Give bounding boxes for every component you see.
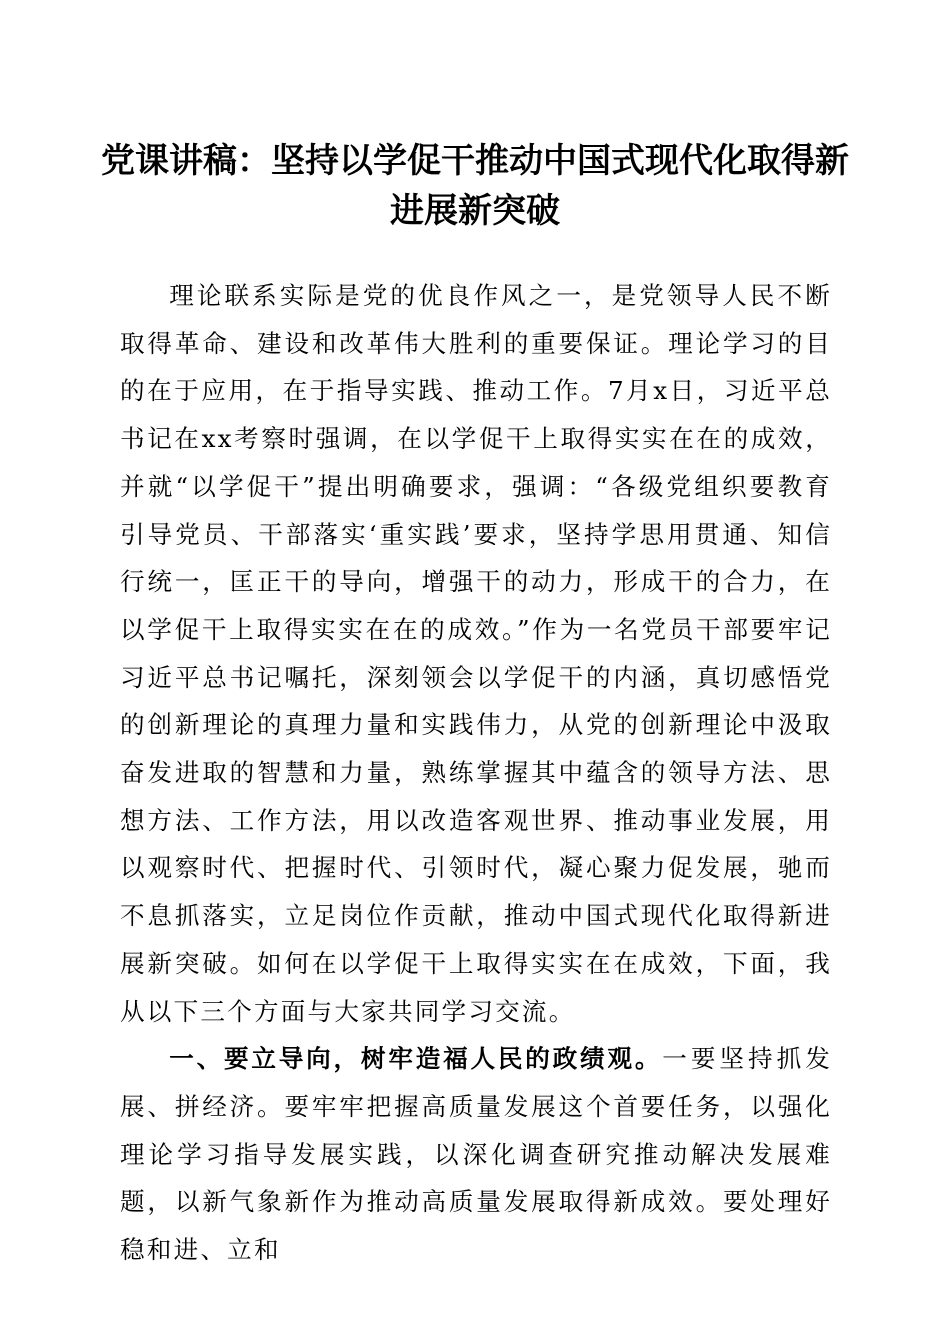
section-one-text: 一要坚持抓发展、拼经济。要牢牢把握高质量发展这个首要任务，以强化理论学习指导发展实践，以深化调查研究推动解决发展难题，以新气象新作为推动高质量发展取得新成效。要处理好稳和进、立和 (120, 1044, 832, 1265)
section-one-paragraph (120, 1035, 832, 1274)
document-body (120, 272, 832, 1274)
section-one-heading: 一、要立导向，树牢造福人民的政绩观。 (169, 1044, 663, 1074)
document-title: 党课讲稿：坚持以学促干推动中国式现代化取得新进展新突破 (101, 141, 849, 231)
intro-paragraph-text: 理论联系实际是党的优良作风之一，是党领导人民不断取得革命、建设和改革伟大胜利的重要保证。理论学习的目的在于应用，在于指导实践、推动工作。7月x日，习近平总书记在xx考察时强调，在以学促干上取得实实在在的成效，并就“以学促干”提出明确要求，强调：“各级党组织要教育引导党员、干部落实‘重实践’要求，坚持学思用贯通、知信行统一，匡正干的导向，增强干的动力，形成干的合力，在以学促干上取得实实在在的成效。”作为一名党员干部要牢记习近平总书记嘱托，深刻领会以学促干的内涵，真切感悟党的创新理论的真理力量和实践伟力，从党的创新理论中汲取奋发进取的智慧和力量，熟练掌握其中蕴含的领导方法、思想方法、工作方法，用以改造客观世界、推动事业发展，用以观察时代、把握时代、引领时代，凝心聚力促发展，驰而不息抓落实，立足岗位作贡献，推动中国式现代化取得新进展新突破。如何在以学促干上取得实实在在成效，下面，我从以下三个方面与大家共同学习交流。 (120, 281, 832, 1026)
intro-paragraph (120, 272, 832, 1035)
